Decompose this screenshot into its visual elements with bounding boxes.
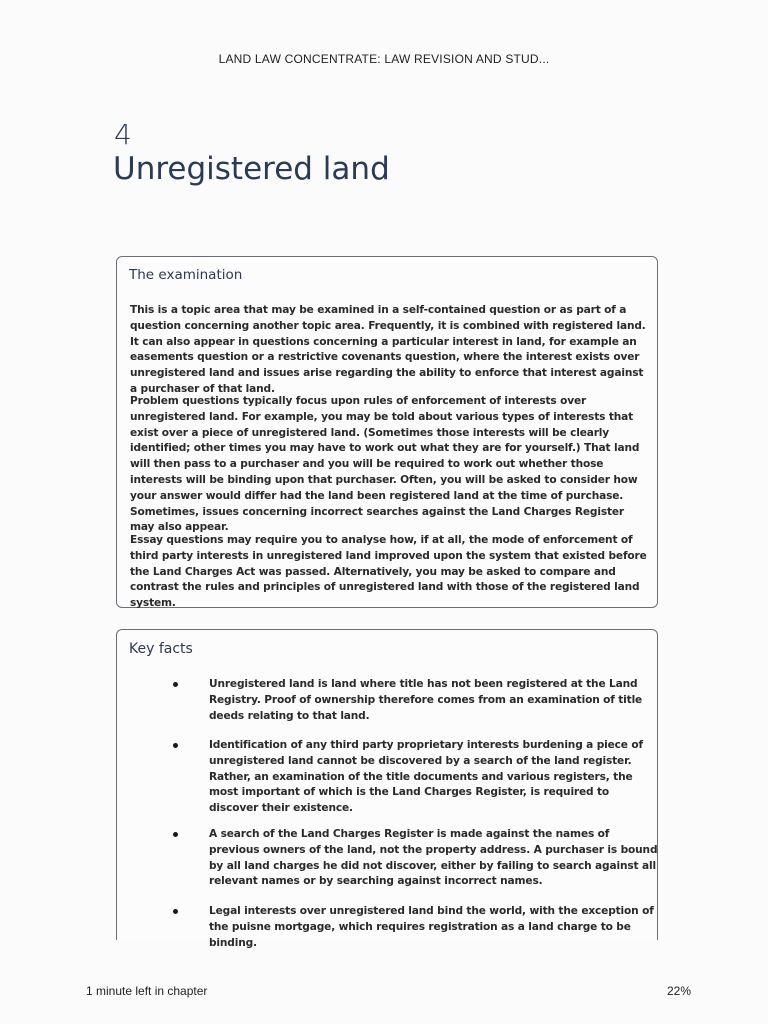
bullet-dot-icon [173, 682, 178, 687]
key-fact-item [173, 677, 659, 724]
examination-heading: The examination [129, 267, 243, 283]
key-fact-text: Legal interests over unregistered land bind the world, with the exception of the puisne mortgage, which requires registration as a land charge to be binding. [209, 905, 654, 949]
book-title: LAND LAW CONCENTRATE: LAW REVISION AND STUD... [218, 52, 550, 66]
chapter-title: Unregistered land [113, 151, 390, 187]
examination-paragraph-1: This is a topic area that may be examined in a self-contained question or as part of a question concerning another topic area. Frequently, it is combined with registered land. It can also appear in questions concerning a particular interest in land, for example an easements question or a restrictive covenants question, where the interest exists over unregistered land and issues arise regarding the ability to enforce that interest against a purchaser of that land. [130, 304, 646, 395]
key-facts-box [116, 629, 658, 949]
time-left-in-chapter: 1 minute left in chapter [86, 984, 208, 998]
key-fact-item [173, 738, 659, 817]
key-fact-item [173, 827, 659, 890]
key-fact-text: A search of the Land Charges Register is made against the names of previous owners of the land, not the property address. A purchaser is bound by all land charges he did not discover, either by failing to search against all relevant names or by searching against incorrect names. [209, 828, 658, 888]
examination-paragraph-3: Essay questions may require you to analyse how, if at all, the mode of enforcement of third party interests in unregistered land improved upon the system that existed before the Land Charges Act was passed. Alternatively, you may be asked to compare and contrast the rules and principles of unregistered land with those of the registered land system. [130, 534, 647, 610]
key-fact-item [173, 904, 659, 951]
key-fact-text: Identification of any third party proprietary interests burdening a piece of unregistered land cannot be discovered by a search of the land register. Rather, an examination of the title documents and various registers, the most important of which is the Land Charges Register, is required to discover their existence. [209, 739, 643, 815]
key-facts-heading: Key facts [129, 641, 193, 657]
chapter-number: 4 [114, 118, 132, 151]
key-fact-text: Unregistered land is land where title has not been registered at the Land Registry. Proof of ownership therefore comes from an examination of title deeds relating to that land. [209, 678, 643, 722]
examination-paragraph-2: Problem questions typically focus upon rules of enforcement of interests over unregistered land. For example, you may be told about various types of interests that exist over a piece of unregistered land. (Sometimes those interests will be clearly identified; other times you may have to work out what they are for yourself.) That land will then pass to a purchaser and you will be required to work out whether those interests will be binding upon that purchaser. Often, you will be asked to consider how your answer would differ had the land been registered land at the time of purchase. Sometimes, issues concerning incorrect searches against the Land Charges Register may also appear. [130, 395, 640, 534]
examination-box [116, 256, 658, 608]
reading-progress: 22% [666, 984, 691, 998]
bullet-dot-icon [173, 743, 178, 748]
bullet-dot-icon [173, 909, 178, 914]
bullet-dot-icon [173, 832, 178, 837]
